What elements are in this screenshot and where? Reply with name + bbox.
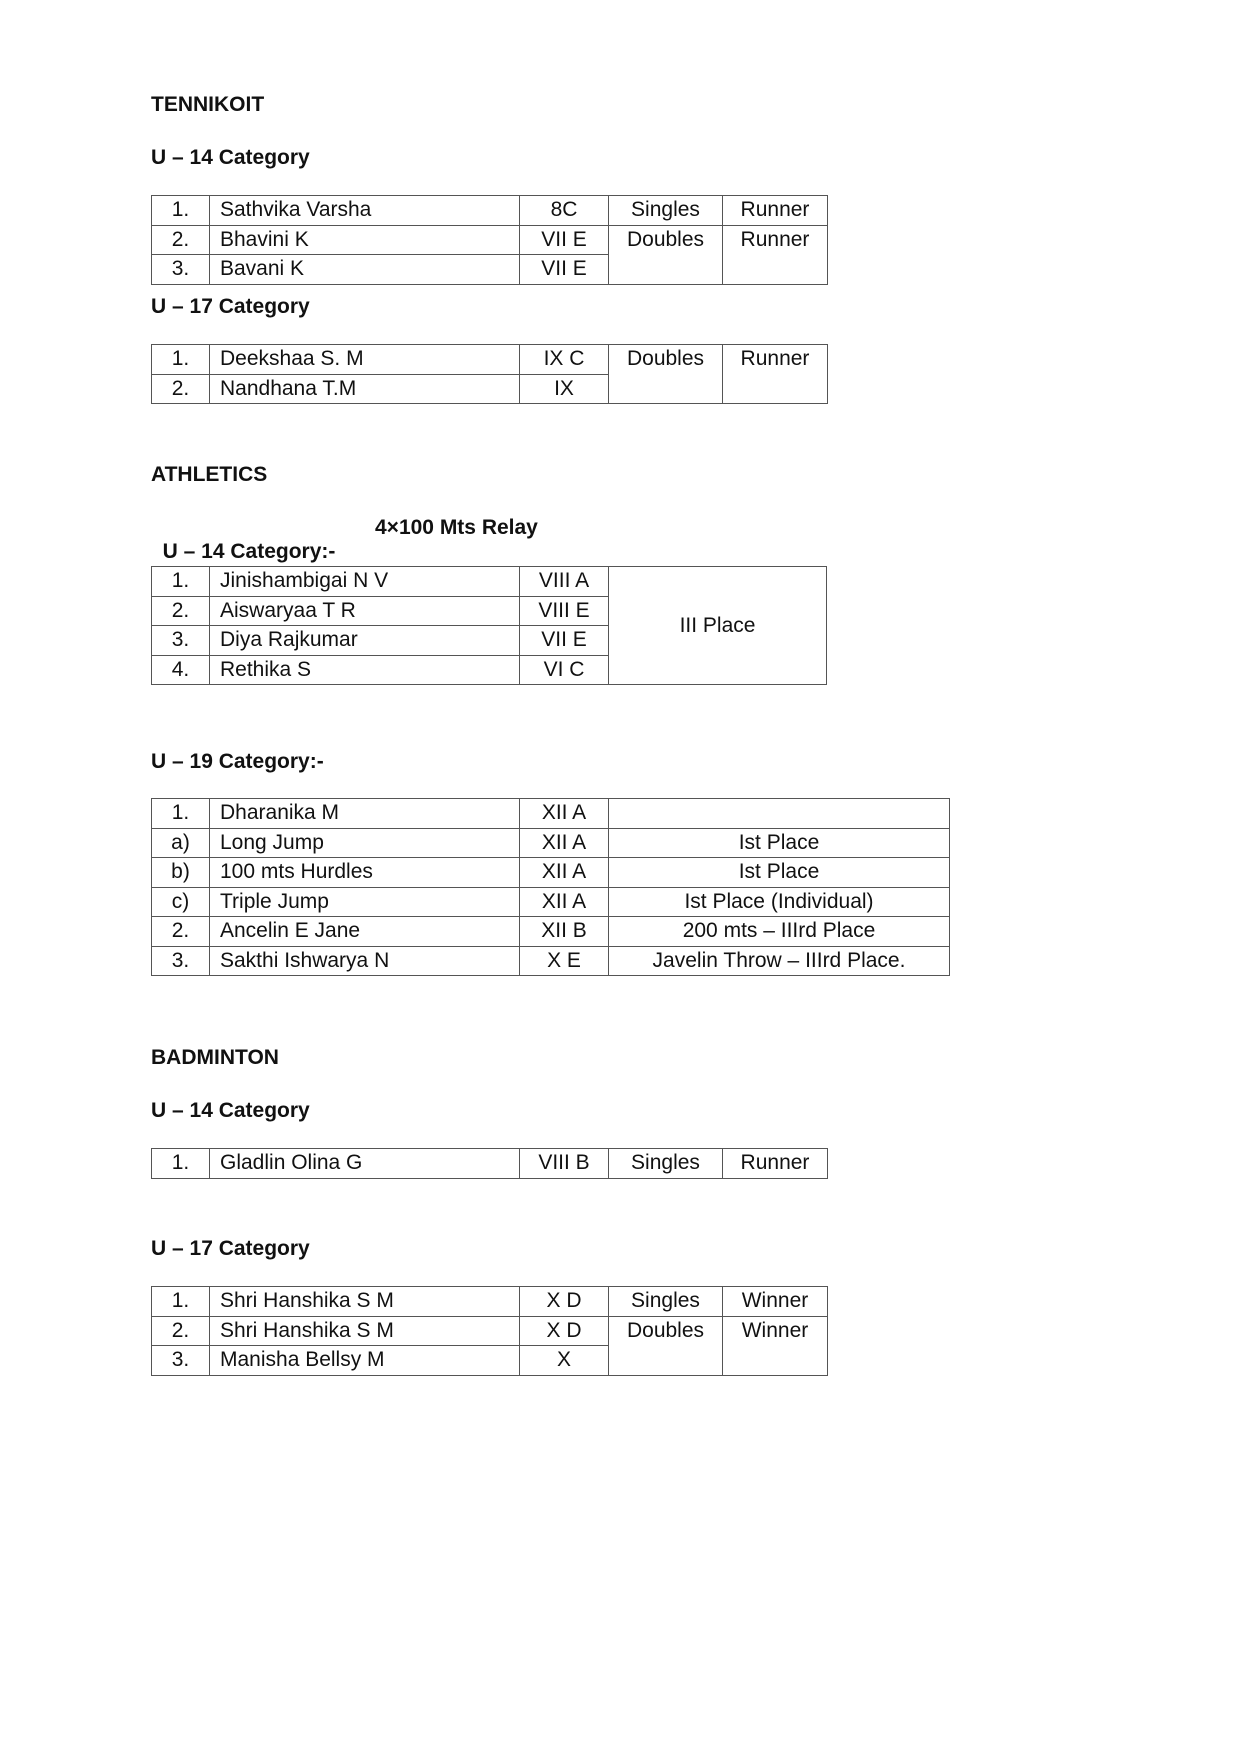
student-class: IX [520, 374, 609, 404]
event: Doubles [609, 1316, 723, 1375]
section-title-athletics: ATHLETICS [151, 463, 268, 486]
student-name: Jinishambigai N V [210, 567, 520, 597]
student-class: XII A [520, 887, 609, 917]
student-class: VI C [520, 655, 609, 685]
event: Singles [609, 1149, 723, 1179]
event: Doubles [609, 225, 723, 284]
table-row [152, 917, 950, 947]
student-name: Bavani K [210, 255, 520, 285]
row-number: a) [152, 828, 210, 858]
result: Winner [723, 1316, 828, 1375]
tennikoit-u14-table [151, 195, 828, 285]
student-name: Ancelin E Jane [210, 917, 520, 947]
student-class: X E [520, 946, 609, 976]
student-class: VII E [520, 255, 609, 285]
student-class: VIII E [520, 596, 609, 626]
event: Singles [609, 1287, 723, 1317]
student-class: X D [520, 1316, 609, 1346]
result: 200 mts – IIIrd Place [609, 917, 950, 947]
table-row [152, 225, 828, 255]
row-number: 2. [152, 917, 210, 947]
student-class: X D [520, 1287, 609, 1317]
badminton-u17-table [151, 1286, 828, 1376]
result: III Place [609, 567, 827, 685]
badminton-u17-heading: U – 17 Category [151, 1237, 310, 1260]
result: Ist Place [609, 858, 950, 888]
row-number: 3. [152, 626, 210, 656]
row-number: 1. [152, 1287, 210, 1317]
result: Runner [723, 1149, 828, 1179]
result [609, 799, 950, 829]
tennikoit-u14-heading: U – 14 Category [151, 146, 310, 169]
badminton-u14-heading: U – 14 Category [151, 1099, 310, 1122]
event: Singles [609, 196, 723, 226]
student-name: Manisha Bellsy M [210, 1346, 520, 1376]
student-name: Deekshaa S. M [210, 345, 520, 375]
result: Javelin Throw – IIIrd Place. [609, 946, 950, 976]
section-title-tennikoit: TENNIKOIT [151, 93, 265, 116]
student-class: XII A [520, 858, 609, 888]
student-name: Sakthi Ishwarya N [210, 946, 520, 976]
row-number: 3. [152, 1346, 210, 1376]
row-number: 1. [152, 567, 210, 597]
row-number: 3. [152, 946, 210, 976]
table-row [152, 828, 950, 858]
row-number: 1. [152, 345, 210, 375]
table-row [152, 1149, 828, 1179]
result: Runner [723, 196, 828, 226]
table-row [152, 1316, 828, 1346]
student-class: VIII B [520, 1149, 609, 1179]
athletics-u19-heading: U – 19 Category:- [151, 750, 324, 773]
row-number: 2. [152, 1316, 210, 1346]
athletics-u19-table [151, 798, 950, 976]
table-row [152, 858, 950, 888]
result: Runner [723, 345, 828, 404]
result: Runner [723, 225, 828, 284]
student-name: Dharanika M [210, 799, 520, 829]
table-row [152, 887, 950, 917]
result: Ist Place (Individual) [609, 887, 950, 917]
student-name: Aiswaryaa T R [210, 596, 520, 626]
student-name: Rethika S [210, 655, 520, 685]
student-class: VIII A [520, 567, 609, 597]
row-number: 2. [152, 374, 210, 404]
student-name: Long Jump [210, 828, 520, 858]
student-name: Shri Hanshika S M [210, 1287, 520, 1317]
student-class: XII A [520, 828, 609, 858]
badminton-u14-table [151, 1148, 828, 1179]
student-name: Shri Hanshika S M [210, 1316, 520, 1346]
student-name: Bhavini K [210, 225, 520, 255]
result: Ist Place [609, 828, 950, 858]
event-label: 4×100 Mts Relay [375, 516, 538, 539]
student-class: XII B [520, 917, 609, 947]
student-class: VII E [520, 225, 609, 255]
table-row [152, 345, 828, 375]
tennikoit-u17-heading: U – 17 Category [151, 295, 310, 318]
table-row [152, 946, 950, 976]
row-number: c) [152, 887, 210, 917]
category-label: U – 14 Category:- [162, 540, 336, 563]
table-row [152, 567, 827, 597]
student-name: Gladlin Olina G [210, 1149, 520, 1179]
row-number: 2. [152, 225, 210, 255]
student-class: 8C [520, 196, 609, 226]
event: Doubles [609, 345, 723, 404]
row-number: b) [152, 858, 210, 888]
row-number: 4. [152, 655, 210, 685]
student-class: XII A [520, 799, 609, 829]
student-name: 100 mts Hurdles [210, 858, 520, 888]
student-name: Nandhana T.M [210, 374, 520, 404]
table-row [152, 799, 950, 829]
student-name: Triple Jump [210, 887, 520, 917]
row-number: 1. [152, 1149, 210, 1179]
athletics-u14-table [151, 566, 827, 685]
row-number: 3. [152, 255, 210, 285]
student-class: VII E [520, 626, 609, 656]
row-number: 1. [152, 196, 210, 226]
student-class: X [520, 1346, 609, 1376]
result: Winner [723, 1287, 828, 1317]
student-name: Diya Rajkumar [210, 626, 520, 656]
table-row [152, 1287, 828, 1317]
tennikoit-u17-table [151, 344, 828, 404]
section-title-badminton: BADMINTON [151, 1046, 279, 1069]
row-number: 2. [152, 596, 210, 626]
table-row [152, 196, 828, 226]
row-number: 1. [152, 799, 210, 829]
student-name: Sathvika Varsha [210, 196, 520, 226]
student-class: IX C [520, 345, 609, 375]
